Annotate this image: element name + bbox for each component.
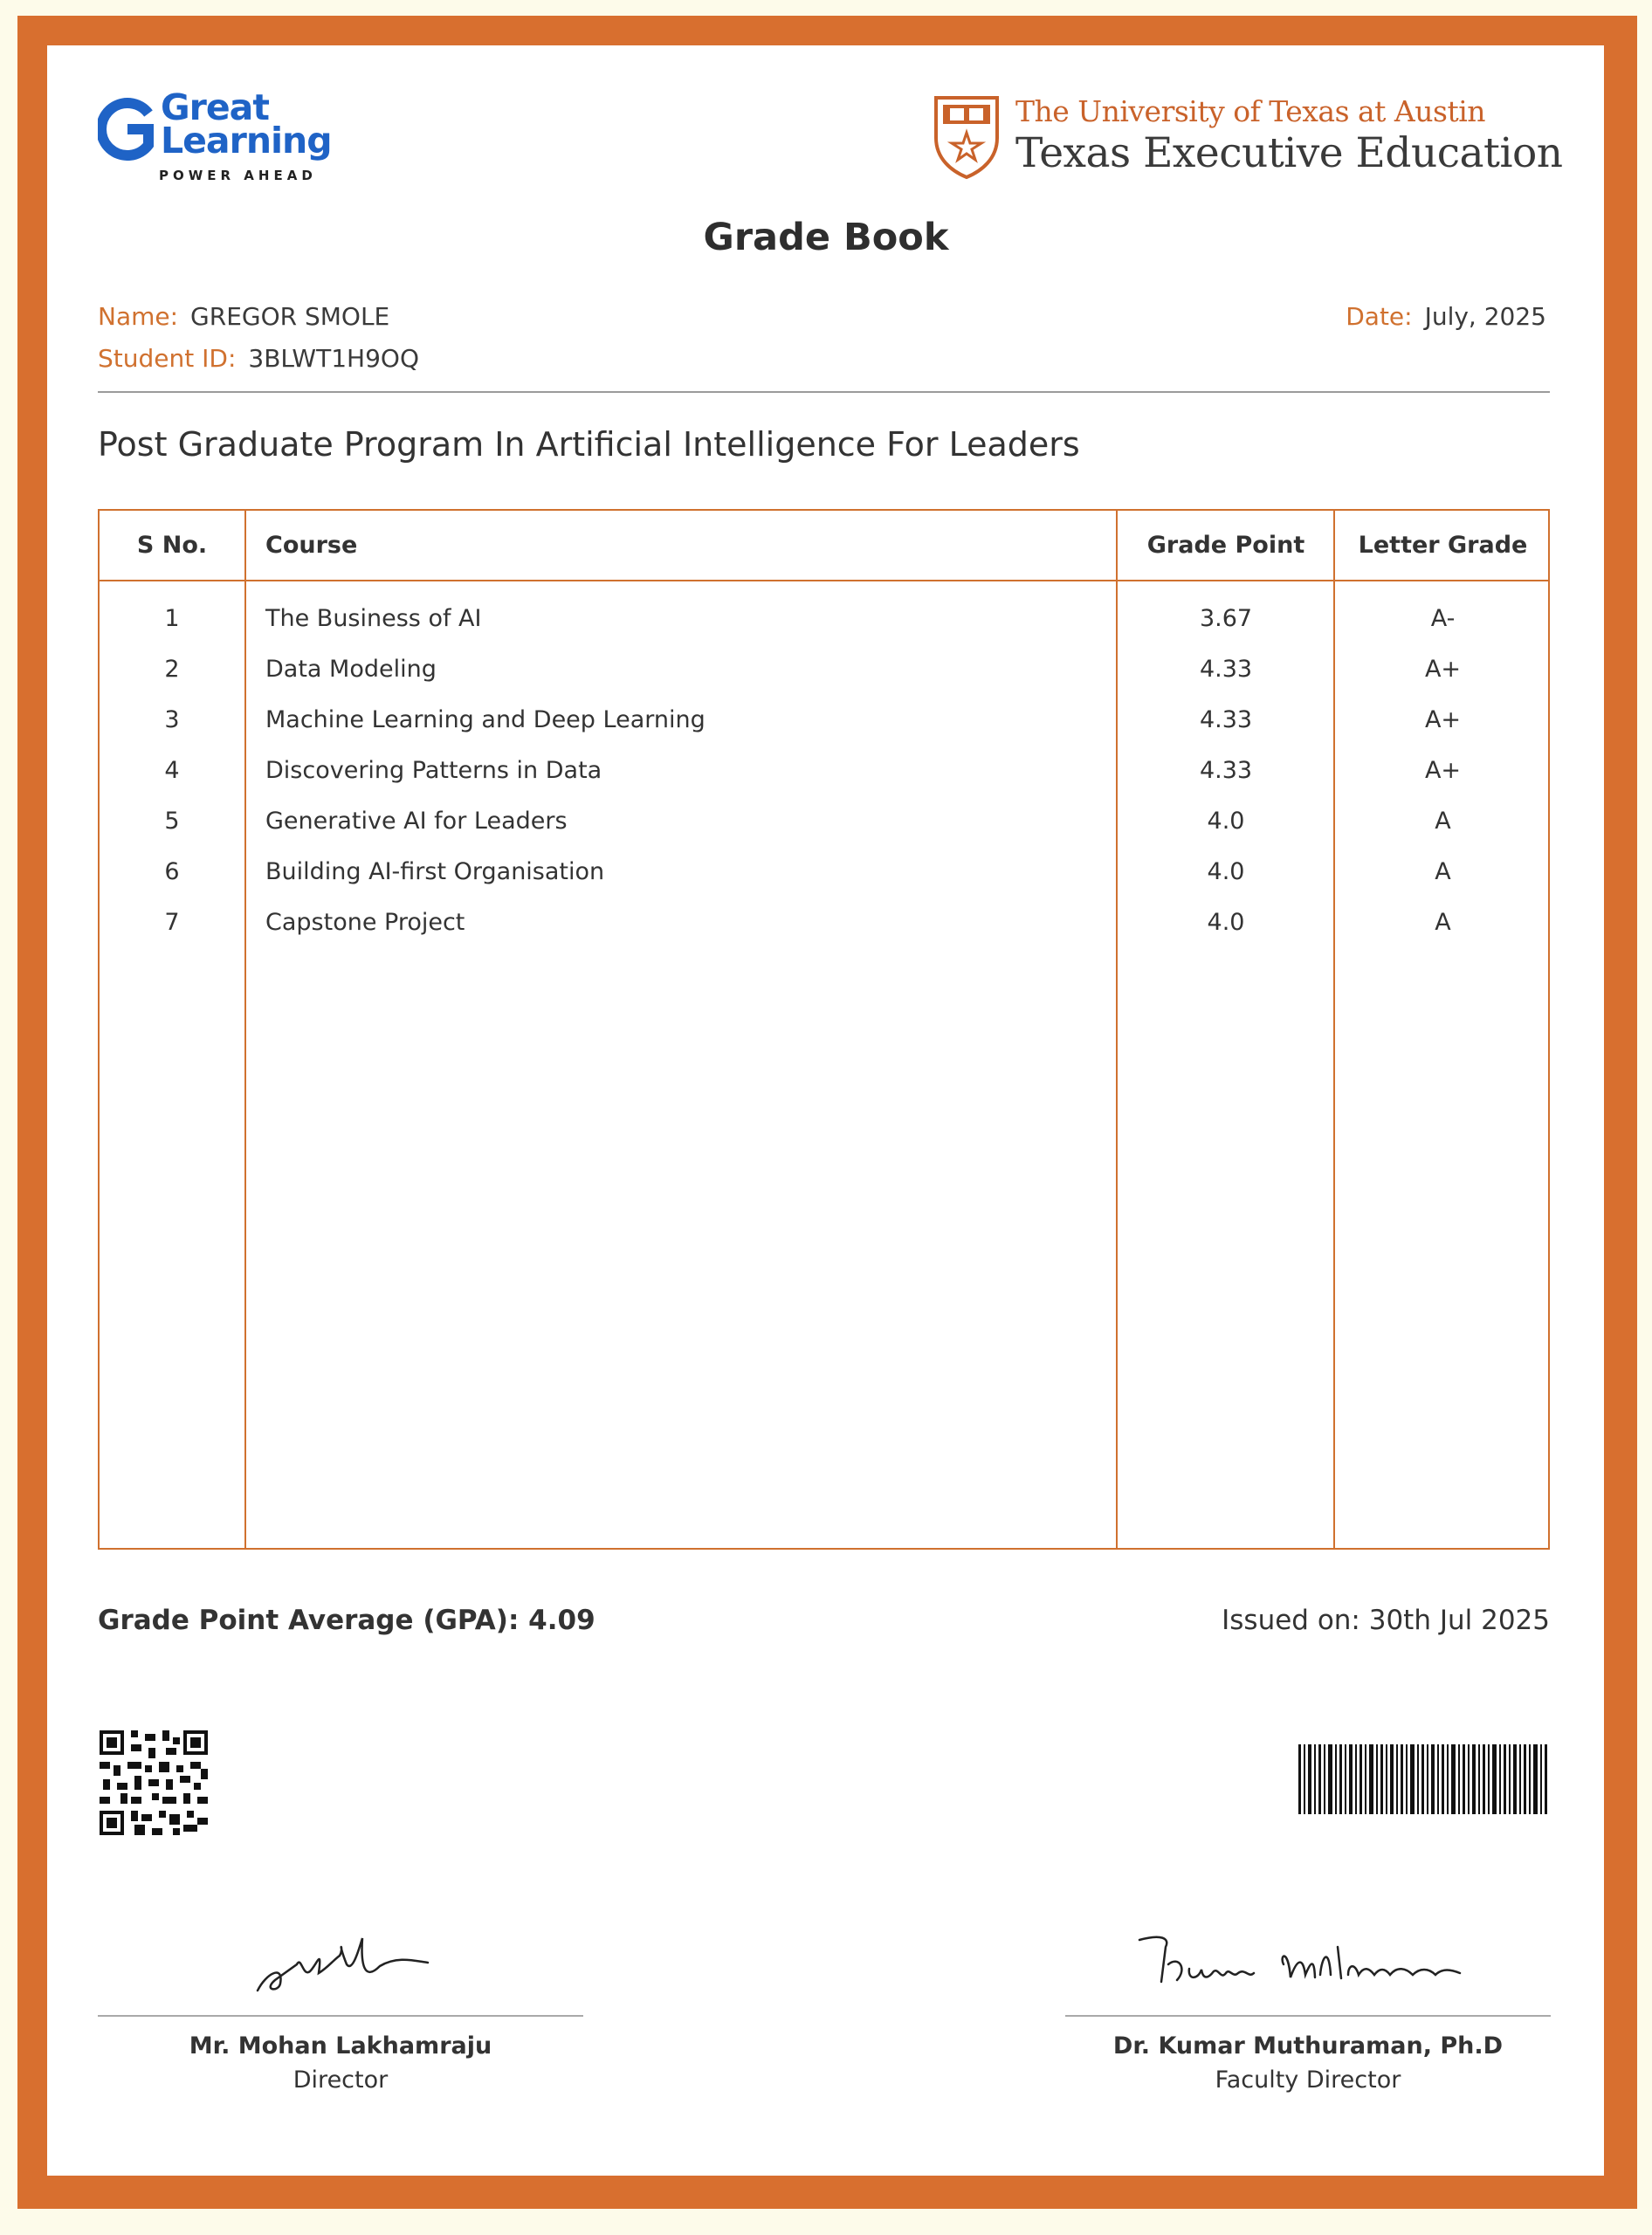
letter-grade-cell: A <box>1435 858 1451 885</box>
grade-point-cell: 4.0 <box>1207 808 1245 835</box>
divider <box>98 391 1550 393</box>
date-value: July, 2025 <box>1424 302 1546 331</box>
table-row <box>100 746 1548 796</box>
signature-line <box>1065 2015 1551 2017</box>
letter-grade-cell: A+ <box>1424 757 1462 784</box>
course-cell: Generative AI for Leaders <box>265 808 568 835</box>
grade-point-cell: 4.0 <box>1207 858 1245 885</box>
letter-grade-cell: A <box>1435 808 1451 835</box>
program-title: Post Graduate Program In Artificial Intelligence For Leaders <box>98 425 1080 464</box>
student-id-row <box>98 344 419 373</box>
sno-cell: 4 <box>164 757 180 784</box>
table-row <box>100 897 1548 948</box>
letter-grade-cell: A+ <box>1424 656 1462 683</box>
student-id: 3BLWT1H9OQ <box>248 344 419 373</box>
ut-austin-logo <box>933 94 1561 182</box>
course-cell: Data Modeling <box>265 656 437 683</box>
date-row <box>1346 302 1546 331</box>
qr-code-icon[interactable] <box>100 1730 208 1835</box>
sno-cell: 5 <box>164 808 180 835</box>
issued-date: Issued on: 30th Jul 2025 <box>1222 1605 1550 1636</box>
course-cell: The Business of AI <box>265 605 482 632</box>
date-label: Date: <box>1346 302 1413 331</box>
signatory-title: Director <box>293 2067 389 2094</box>
header-divider <box>100 580 1548 581</box>
faculty-director-signature <box>1135 1929 1476 1999</box>
signature-block-faculty-director <box>1065 2015 1551 2094</box>
great-learning-g-icon <box>98 98 154 161</box>
column-header-letter-grade: Letter Grade <box>1358 532 1528 559</box>
sno-cell: 2 <box>164 656 180 683</box>
letter-grade-cell: A+ <box>1424 706 1462 733</box>
name-label: Name: <box>98 302 179 331</box>
course-cell: Capstone Project <box>265 909 465 936</box>
course-cell: Discovering Patterns in Data <box>265 757 602 784</box>
signatory-title: Faculty Director <box>1215 2067 1401 2094</box>
table-row <box>100 847 1548 897</box>
sno-cell: 6 <box>164 858 180 885</box>
student-name: GREGOR SMOLE <box>190 302 390 331</box>
great-learning-logo <box>98 86 332 187</box>
table-row <box>100 594 1548 644</box>
signature-block-director <box>98 2015 583 2094</box>
barcode-icon[interactable] <box>1298 1744 1550 1814</box>
table-row <box>100 796 1548 847</box>
grade-point-cell: 4.33 <box>1199 656 1253 683</box>
sno-cell: 1 <box>164 605 180 632</box>
grade-point-cell: 3.67 <box>1199 605 1253 632</box>
table-row <box>100 644 1548 695</box>
grade-point-cell: 4.0 <box>1207 909 1245 936</box>
column-header-course: Course <box>265 532 358 559</box>
sno-cell: 3 <box>164 706 180 733</box>
column-header-grade-point: Grade Point <box>1146 532 1305 559</box>
table-row <box>100 695 1548 746</box>
gpa-summary: Grade Point Average (GPA): 4.09 <box>98 1605 595 1636</box>
ut-shield-icon <box>933 94 1001 180</box>
letter-grade-cell: A <box>1435 909 1451 936</box>
grade-point-cell: 4.33 <box>1199 757 1253 784</box>
student-id-label: Student ID: <box>98 344 237 373</box>
letter-grade-cell: A- <box>1430 605 1456 632</box>
signatory-name: Mr. Mohan Lakhamraju <box>189 2032 492 2060</box>
grade-table <box>98 509 1550 1550</box>
ut-logo-line1: The University of Texas at Austin <box>1015 94 1486 128</box>
grade-point-cell: 4.33 <box>1199 706 1253 733</box>
signatory-name: Dr. Kumar Muthuraman, Ph.D <box>1112 2032 1504 2060</box>
ut-logo-line2: Texas Executive Education <box>1015 129 1563 177</box>
column-header-sno: S No. <box>136 532 208 559</box>
signature-line <box>98 2015 583 2017</box>
gl-logo-line1: Great <box>161 86 269 128</box>
course-cell: Machine Learning and Deep Learning <box>265 706 706 733</box>
sno-cell: 7 <box>164 909 180 936</box>
student-name-row <box>98 302 389 331</box>
document-title: Grade Book <box>703 216 949 259</box>
director-signature <box>249 1929 432 1999</box>
course-cell: Building AI-first Organisation <box>265 858 605 885</box>
gl-logo-line2: Learning <box>161 120 332 162</box>
gl-logo-tagline: POWER AHEAD <box>159 168 317 183</box>
